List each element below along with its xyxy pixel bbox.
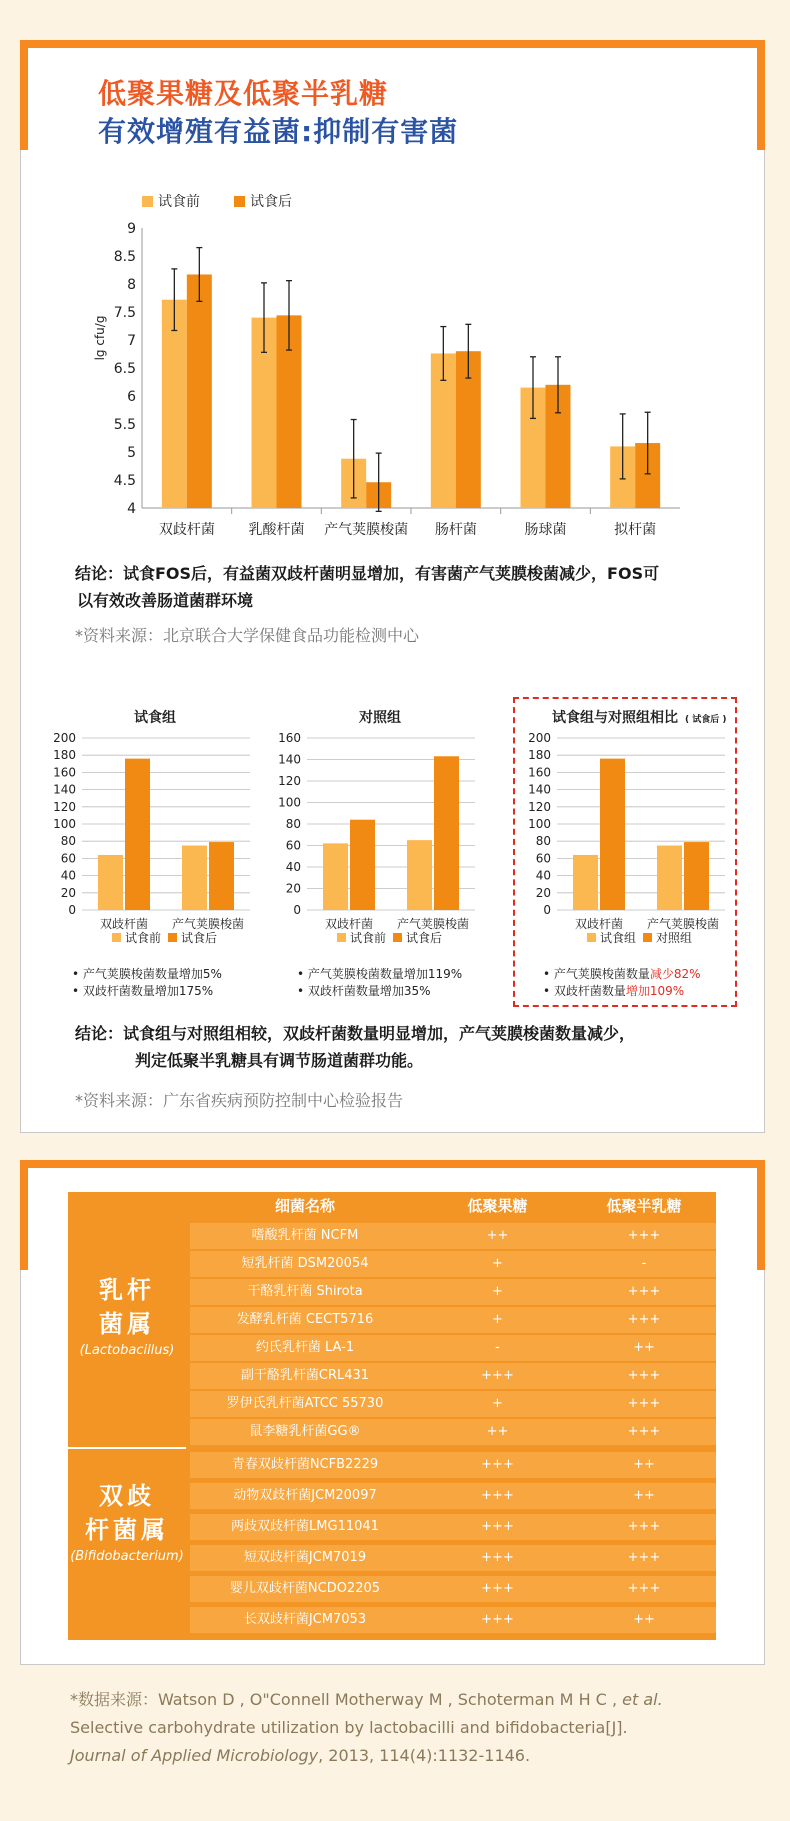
header-gos: 低聚半乳糖 bbox=[606, 1197, 682, 1215]
fos-cell: +++ bbox=[481, 1368, 514, 1383]
header-strain-name: 细菌名称 bbox=[274, 1197, 335, 1215]
genus-lactobacillus bbox=[68, 1223, 186, 1449]
gos-cell: ++ bbox=[633, 1488, 655, 1503]
fos-cell: +++ bbox=[481, 1519, 514, 1534]
small-chart-trial-group bbox=[40, 700, 260, 970]
strain-name-cell: 两歧双歧杆菌LMG11041 bbox=[231, 1519, 379, 1534]
fos-cell: + bbox=[492, 1284, 503, 1299]
strain-name-cell: 鼠李糖乳杆菌GG® bbox=[249, 1424, 361, 1439]
x-tick-label-2: 产气荚膜梭菌 bbox=[324, 522, 409, 538]
fos-cell: + bbox=[492, 1256, 503, 1271]
table-row bbox=[190, 1576, 716, 1602]
table-row bbox=[190, 1607, 716, 1633]
bar-2-0-1 bbox=[600, 759, 625, 910]
note-comparison-2-text: • 双歧杆菌数量 bbox=[543, 984, 626, 998]
table-row bbox=[190, 1514, 716, 1540]
table-row bbox=[190, 1223, 716, 1249]
legend-label-0-1: 试食后 bbox=[181, 931, 218, 945]
y-tick-0-10: 200 bbox=[53, 731, 76, 745]
small-chart-title-0: 试食组 bbox=[134, 710, 176, 726]
legend-swatch-2-0 bbox=[587, 933, 596, 942]
small-chart-control-group bbox=[265, 700, 485, 970]
orange-stripe-left bbox=[20, 40, 28, 150]
strain-name-cell: 约氏乳杆菌 LA-1 bbox=[255, 1340, 355, 1355]
y-tick-0-4: 80 bbox=[60, 834, 76, 849]
gos-cell: +++ bbox=[627, 1550, 661, 1565]
orange-stripe-left-2 bbox=[20, 1160, 28, 1270]
conclusion-2 bbox=[75, 1020, 635, 1074]
small-chart-title-1: 对照组 bbox=[359, 710, 401, 726]
y-tick-2-3: 60 bbox=[535, 851, 551, 866]
y-tick-0-0: 0 bbox=[68, 903, 76, 917]
legend-label-1-1: 试食后 bbox=[406, 931, 443, 945]
notes-control bbox=[297, 966, 462, 1000]
table-row bbox=[190, 1363, 716, 1389]
strain-name-cell: 短双歧杆菌JCM7019 bbox=[243, 1550, 367, 1565]
genus-lactobacillus-latin: (Lactobacillus) bbox=[79, 1343, 175, 1358]
gos-cell: ++ bbox=[633, 1612, 655, 1627]
legend-label-0: 试食前 bbox=[158, 194, 200, 210]
genus-bifidobacterium-name-1: 双歧 bbox=[99, 1482, 155, 1510]
conclusion-1-line-1: 结论：试食FOS后，有益菌双歧杆菌明显增加，有害菌产气荚膜梭菌减少，FOS可 bbox=[75, 564, 660, 583]
legend-swatch-1 bbox=[234, 196, 245, 207]
x-tick-label-5: 拟杆菌 bbox=[614, 522, 657, 538]
y-tick-2-6: 120 bbox=[528, 799, 551, 814]
note-control-1: • 产气荚膜梭菌数量增加119% bbox=[297, 967, 463, 981]
legend-swatch-0-1 bbox=[168, 933, 177, 942]
legend-swatch-0 bbox=[142, 196, 153, 207]
gos-cell: - bbox=[641, 1256, 647, 1271]
notes-comparison bbox=[543, 966, 701, 1000]
y-tick-2: 5 bbox=[127, 445, 136, 461]
fos-cell: + bbox=[492, 1396, 503, 1411]
y-tick-2-0: 0 bbox=[543, 903, 551, 917]
small-chart-title-2: 试食组与对照组相比 bbox=[552, 710, 678, 726]
fos-cell: +++ bbox=[481, 1581, 514, 1596]
y-axis-label: lg cfu/g bbox=[93, 315, 107, 361]
title-line-2: 有效增殖有益菌:抑制有害菌 bbox=[98, 115, 459, 148]
y-tick-7: 7.5 bbox=[113, 305, 136, 321]
strain-name-cell: 发酵乳杆菌 CECT5716 bbox=[236, 1312, 374, 1327]
y-tick-2-10: 200 bbox=[528, 731, 551, 745]
y-tick-2-8: 160 bbox=[528, 765, 551, 780]
y-tick-1-1: 20 bbox=[285, 881, 301, 896]
fos-cell: ++ bbox=[486, 1228, 509, 1243]
x-tick-label-0-1: 产气荚膜梭菌 bbox=[171, 917, 245, 931]
bar-0-1 bbox=[187, 274, 212, 508]
y-tick-3: 5.5 bbox=[113, 417, 136, 433]
y-tick-2-9: 180 bbox=[528, 748, 551, 763]
source-2: *资料来源：广东省疾病预防控制中心检验报告 bbox=[75, 1091, 404, 1110]
y-tick-8: 8 bbox=[127, 277, 136, 293]
fos-cell: +++ bbox=[481, 1550, 514, 1565]
gos-cell: +++ bbox=[627, 1396, 661, 1411]
legend-swatch-1-0 bbox=[337, 933, 346, 942]
y-tick-2-7: 140 bbox=[528, 782, 551, 797]
footnote bbox=[70, 1686, 663, 1770]
bar-2-0-0 bbox=[573, 855, 598, 910]
source-1: *资料来源：北京联合大学保健食品功能检测中心 bbox=[75, 626, 420, 645]
strain-name-cell: 长双歧杆菌JCM7053 bbox=[243, 1612, 367, 1627]
table-row bbox=[190, 1307, 716, 1333]
table-row bbox=[190, 1335, 716, 1361]
fos-cell: - bbox=[495, 1340, 500, 1355]
strain-name-cell: 动物双歧杆菌JCM20097 bbox=[233, 1488, 377, 1503]
y-tick-0-8: 160 bbox=[53, 765, 76, 780]
small-chart-comparison bbox=[515, 700, 735, 970]
gos-cell: +++ bbox=[627, 1519, 661, 1534]
y-tick-6: 7 bbox=[127, 333, 136, 349]
y-tick-1-0: 0 bbox=[293, 903, 301, 917]
conclusion-1 bbox=[75, 560, 659, 614]
gos-cell: +++ bbox=[627, 1228, 661, 1243]
y-tick-10: 9 bbox=[127, 221, 136, 237]
gos-cell: ++ bbox=[633, 1340, 655, 1355]
note-comparison-1-text: • 产气荚膜梭菌数量 bbox=[543, 967, 650, 981]
y-tick-1-6: 120 bbox=[278, 774, 301, 788]
y-tick-0: 4 bbox=[127, 501, 136, 517]
table-row bbox=[190, 1419, 716, 1445]
gos-cell: +++ bbox=[627, 1581, 661, 1596]
main-bar-chart bbox=[90, 190, 710, 550]
legend-swatch-0-0 bbox=[112, 933, 121, 942]
orange-stripe-right bbox=[757, 40, 765, 150]
orange-stripe-top-2 bbox=[20, 1160, 765, 1168]
bar-1-1-1 bbox=[434, 756, 459, 910]
strain-name-cell: 短乳杆菌 DSM20054 bbox=[241, 1256, 369, 1271]
bar-2-1-1 bbox=[684, 842, 709, 910]
footnote-line-1-text: *数据来源：Watson D , O"Connell Motherway M , Schoterman M H C , bbox=[70, 1690, 623, 1709]
bar-0-1-0 bbox=[182, 846, 207, 911]
bar-1-1-0 bbox=[407, 840, 432, 910]
y-tick-0-9: 180 bbox=[53, 748, 76, 763]
orange-stripe-top bbox=[20, 40, 765, 48]
note-comparison-2 bbox=[543, 983, 701, 1000]
y-tick-1-8: 160 bbox=[278, 731, 301, 745]
y-tick-0-7: 140 bbox=[53, 782, 76, 797]
gos-cell: +++ bbox=[627, 1424, 661, 1439]
header-fos: 低聚果糖 bbox=[467, 1197, 528, 1215]
y-tick-4: 6 bbox=[127, 389, 136, 405]
footnote-et-al: et al. bbox=[622, 1690, 663, 1709]
footnote-line-3 bbox=[70, 1742, 663, 1770]
y-tick-9: 8.5 bbox=[113, 249, 136, 265]
y-tick-0-1: 20 bbox=[60, 885, 76, 900]
legend-swatch-2-1 bbox=[643, 933, 652, 942]
conclusion-2-line-1: 结论：试食组与对照组相较，双歧杆菌数量明显增加，产气荚膜梭菌数量减少， bbox=[75, 1024, 636, 1043]
footnote-line-1 bbox=[70, 1686, 663, 1714]
genus-bifidobacterium-latin: (Bifidobacterium) bbox=[70, 1549, 184, 1564]
y-tick-1-3: 60 bbox=[285, 838, 301, 853]
footnote-line-2: Selective carbohydrate utilization by lactobacilli and bifidobacteria[J]. bbox=[70, 1718, 628, 1737]
strain-name-cell: 干酪乳杆菌 Shirota bbox=[247, 1284, 363, 1299]
table-row bbox=[190, 1391, 716, 1417]
table-row bbox=[190, 1279, 716, 1305]
legend-label-1: 试食后 bbox=[250, 194, 292, 210]
y-tick-1-4: 80 bbox=[285, 817, 301, 831]
x-tick-label-2-1: 产气荚膜梭菌 bbox=[646, 917, 720, 931]
bar-1-0-0 bbox=[323, 843, 348, 910]
fos-cell: +++ bbox=[481, 1488, 514, 1503]
bar-0-0-0 bbox=[98, 855, 123, 910]
fos-cell: ++ bbox=[486, 1424, 509, 1439]
table-row bbox=[190, 1452, 716, 1478]
strain-name-cell: 青春双歧杆菌NCFB2229 bbox=[231, 1457, 379, 1472]
strain-name-cell: 副干酪乳杆菌CRL431 bbox=[240, 1368, 370, 1383]
y-tick-2-4: 80 bbox=[535, 834, 551, 849]
bar-0-1-1 bbox=[209, 842, 234, 910]
y-tick-2-5: 100 bbox=[528, 817, 551, 831]
gos-cell: +++ bbox=[627, 1368, 661, 1383]
note-trial-1: • 产气荚膜梭菌数量增加5% bbox=[72, 967, 222, 981]
y-tick-0-2: 40 bbox=[60, 868, 76, 883]
table-row bbox=[190, 1545, 716, 1571]
note-control-2: • 双歧杆菌数量增加35% bbox=[297, 984, 431, 998]
x-tick-label-1-0: 双歧杆菌 bbox=[324, 917, 374, 931]
conclusion-1-line-2: 以有效改善肠道菌群环境 bbox=[77, 591, 254, 610]
orange-stripe-right-2 bbox=[757, 1160, 765, 1270]
x-tick-label-0: 双歧杆菌 bbox=[158, 522, 215, 538]
legend-label-2-0: 试食组 bbox=[600, 931, 637, 945]
strain-name-cell: 嗜酸乳杆菌 NCFM bbox=[251, 1228, 359, 1243]
x-tick-label-4: 肠球菌 bbox=[524, 522, 567, 538]
note-comparison-1 bbox=[543, 966, 701, 983]
notes-trial bbox=[72, 966, 222, 1000]
genus-lactobacillus-name-2: 菌属 bbox=[99, 1310, 155, 1338]
fos-cell: +++ bbox=[481, 1612, 514, 1627]
table-row bbox=[190, 1483, 716, 1509]
x-tick-label-2-0: 双歧杆菌 bbox=[574, 917, 624, 931]
y-tick-1-7: 140 bbox=[278, 752, 301, 767]
gos-cell: +++ bbox=[627, 1312, 661, 1327]
bar-0-0-1 bbox=[125, 759, 150, 910]
legend-label-2-1: 对照组 bbox=[656, 931, 693, 945]
note-comparison-2-highlight: 增加109% bbox=[625, 984, 685, 998]
x-tick-label-1: 乳酸杆菌 bbox=[248, 522, 305, 538]
y-tick-1-5: 100 bbox=[278, 795, 301, 810]
genus-bifidobacterium bbox=[68, 1449, 186, 1640]
y-tick-0-5: 100 bbox=[53, 817, 76, 831]
y-tick-0-6: 120 bbox=[53, 799, 76, 814]
table-row bbox=[190, 1251, 716, 1277]
note-trial-2: • 双歧杆菌数量增加175% bbox=[72, 984, 214, 998]
strain-name-cell: 婴儿双歧杆菌NCDO2205 bbox=[229, 1581, 381, 1596]
legend-label-1-0: 试食前 bbox=[350, 931, 387, 945]
conclusion-2-line-2: 判定低聚半乳糖具有调节肠道菌群功能。 bbox=[135, 1051, 424, 1070]
y-tick-1-2: 40 bbox=[285, 860, 301, 874]
footnote-volume: , 2013, 114(4):1132-1146. bbox=[318, 1746, 531, 1765]
x-tick-label-3: 肠杆菌 bbox=[434, 522, 477, 538]
genus-bifidobacterium-name-2: 杆菌属 bbox=[85, 1516, 169, 1544]
note-comparison-1-highlight: 减少82% bbox=[649, 967, 701, 981]
gos-cell: ++ bbox=[633, 1457, 655, 1472]
genus-lactobacillus-name-1: 乳杆 bbox=[99, 1276, 155, 1304]
strain-name-cell: 罗伊氏乳杆菌ATCC 55730 bbox=[226, 1396, 384, 1411]
title-line-1: 低聚果糖及低聚半乳糖 bbox=[98, 77, 389, 110]
small-chart-subtitle-2: ( 试食后 ) bbox=[685, 715, 727, 725]
x-tick-label-1-1: 产气荚膜梭菌 bbox=[396, 917, 470, 931]
y-tick-2-2: 40 bbox=[535, 868, 551, 883]
gos-cell: +++ bbox=[627, 1284, 661, 1299]
bar-2-1-0 bbox=[657, 846, 682, 911]
legend-swatch-1-1 bbox=[393, 933, 402, 942]
y-tick-0-3: 60 bbox=[60, 851, 76, 866]
legend-label-0-0: 试食前 bbox=[125, 931, 162, 945]
y-tick-1: 4.5 bbox=[113, 473, 136, 489]
footnote-journal: Journal of Applied Microbiology bbox=[70, 1746, 319, 1765]
fos-cell: + bbox=[492, 1312, 503, 1327]
bar-1-0-1 bbox=[350, 820, 375, 910]
x-tick-label-0-0: 双歧杆菌 bbox=[99, 917, 149, 931]
y-tick-2-1: 20 bbox=[535, 885, 551, 900]
fos-cell: +++ bbox=[481, 1457, 514, 1472]
y-tick-5: 6.5 bbox=[113, 361, 136, 377]
